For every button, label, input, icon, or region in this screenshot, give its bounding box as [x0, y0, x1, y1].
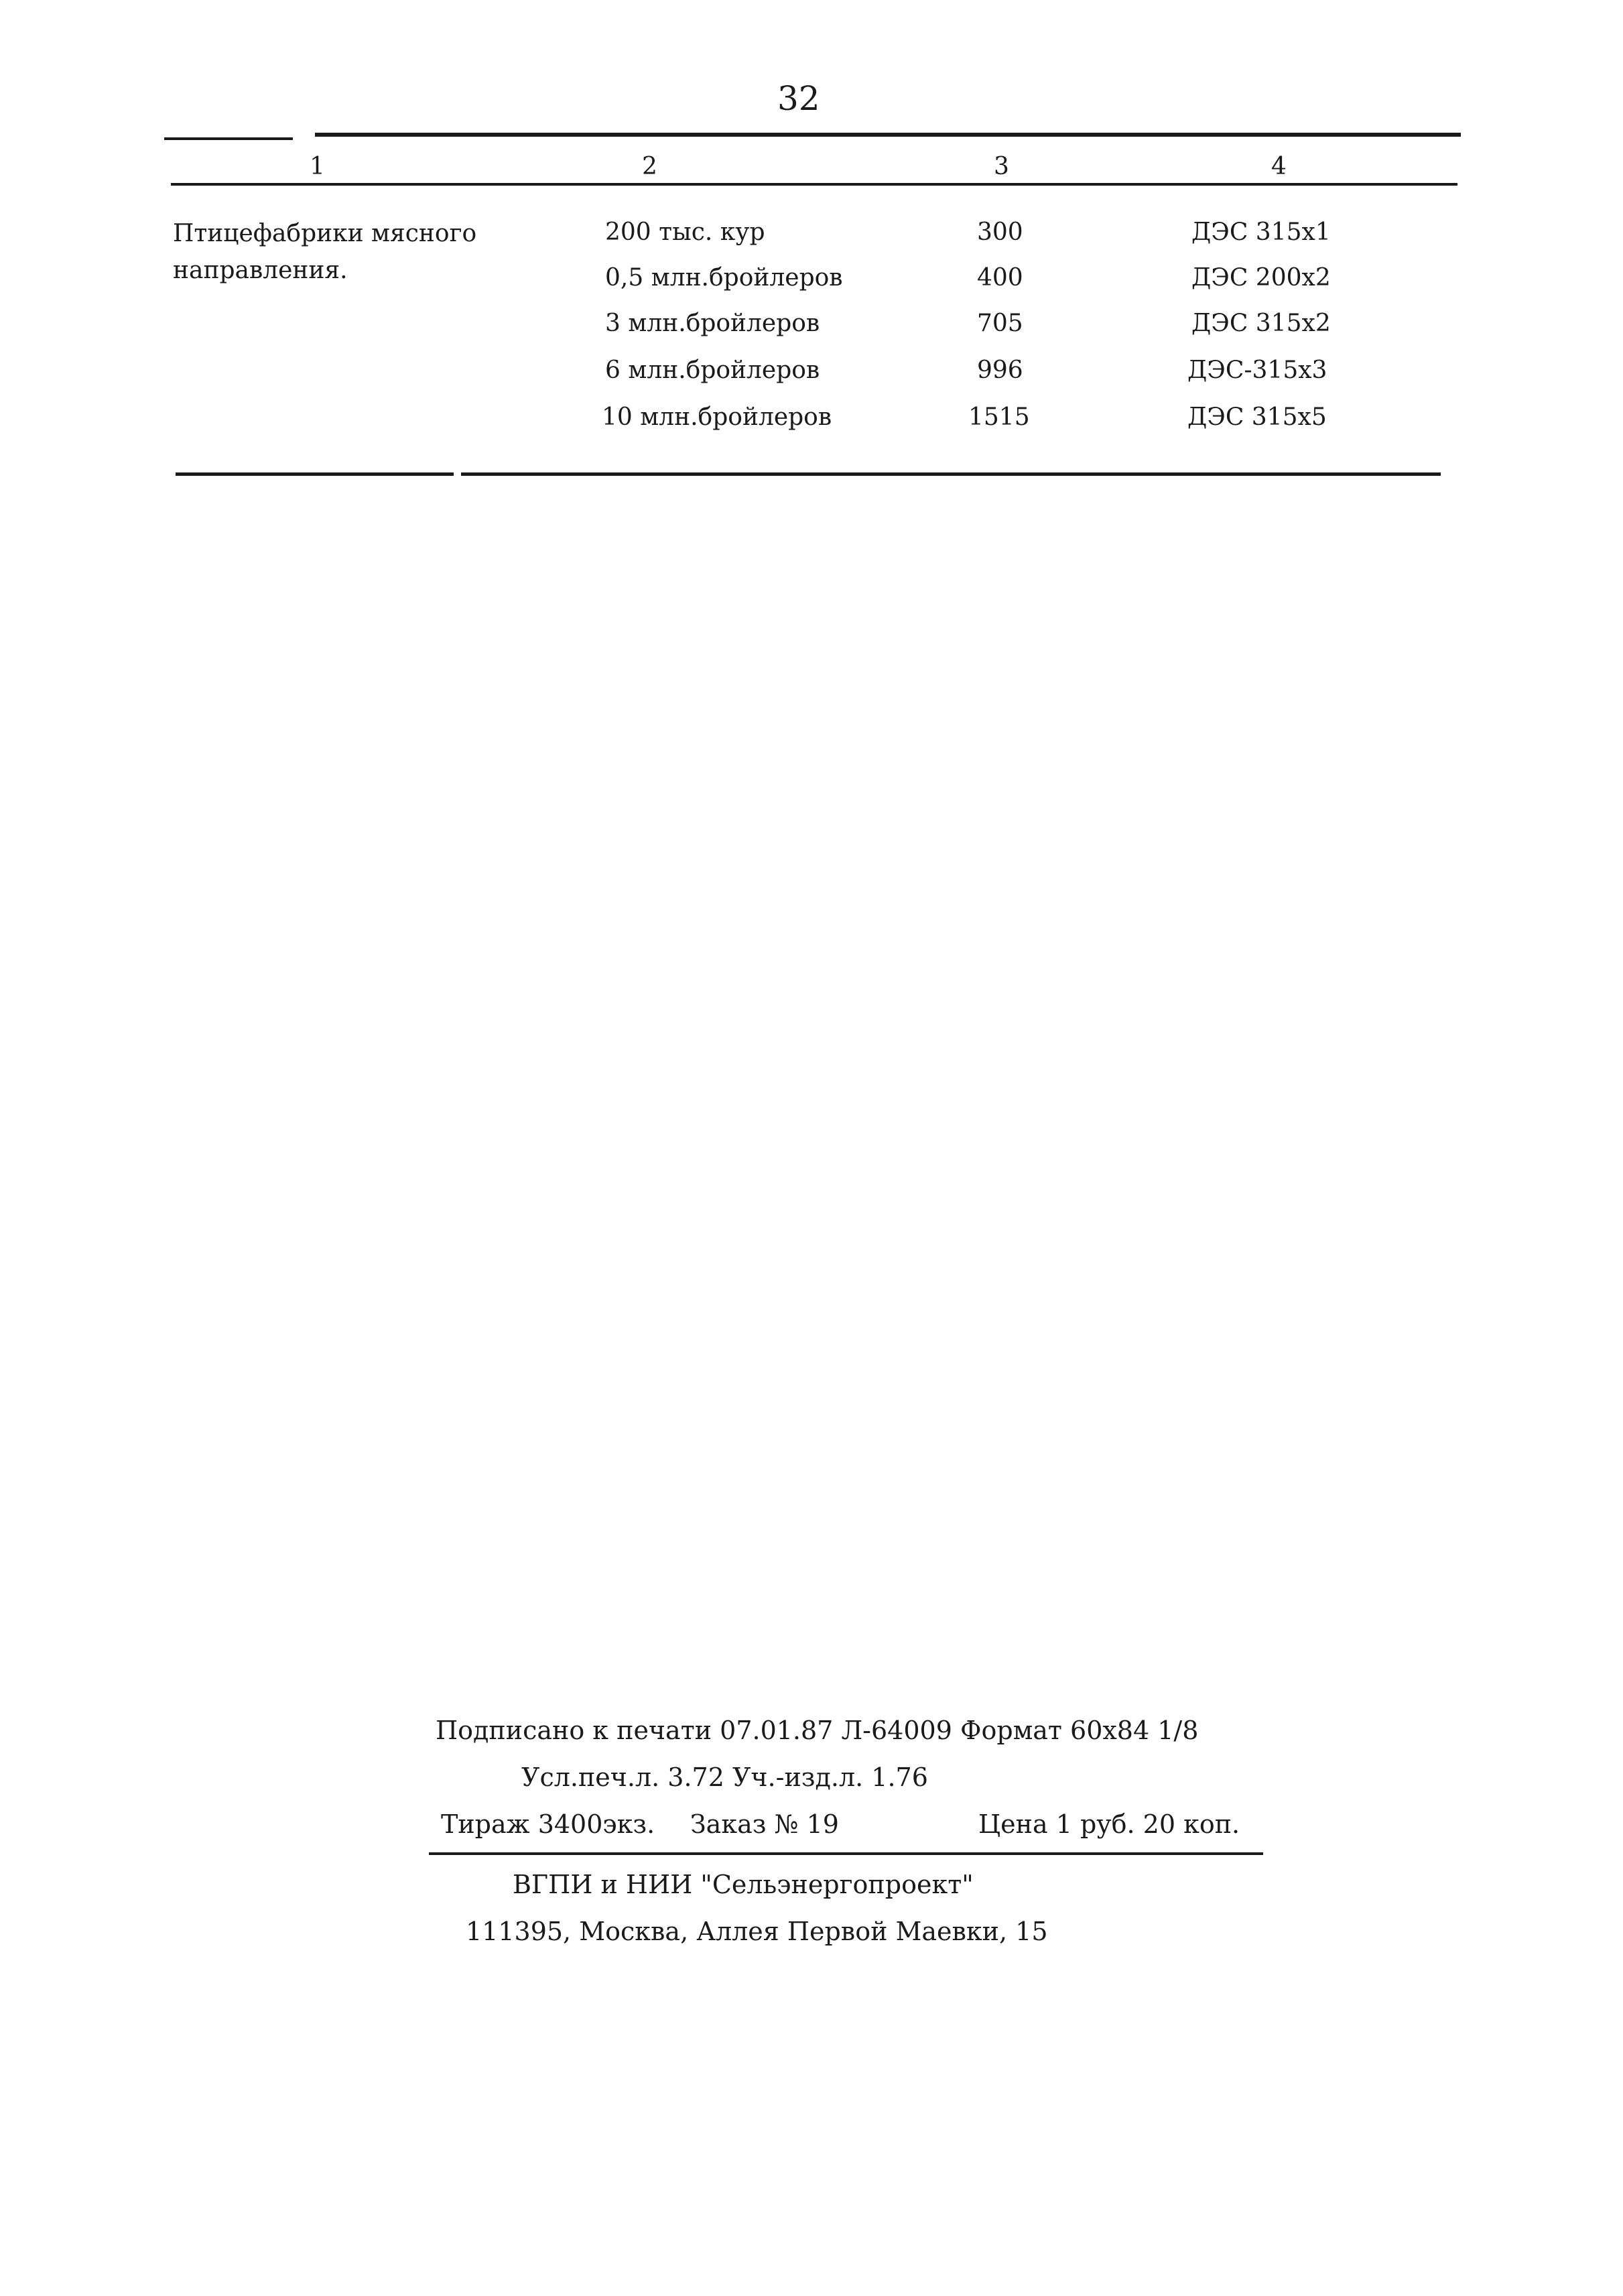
- bottom-rule-left: [176, 472, 454, 476]
- column-header-2: 2: [642, 153, 657, 180]
- bottom-rule-right: [461, 472, 1441, 476]
- row-2-value: 400: [977, 264, 1023, 292]
- imprint-print-run: Тираж 3400экз.: [441, 1809, 655, 1839]
- imprint-sheets: Усл.печ.л. 3.72 Уч.-изд.л. 1.76: [521, 1763, 928, 1792]
- page-number: 32: [777, 79, 820, 118]
- row-5-value: 1515: [968, 403, 1030, 431]
- row-1-equipment: ДЭС 315х1: [1191, 218, 1331, 246]
- imprint-publisher: ВГПИ и НИИ "Сельэнергопроект": [513, 1870, 974, 1899]
- row-5-equipment: ДЭС 315х5: [1187, 403, 1327, 431]
- column-header-1: 1: [310, 153, 325, 180]
- imprint-order: Заказ № 19: [690, 1809, 839, 1839]
- category-line-2: направления.: [173, 257, 348, 284]
- column-header-3: 3: [994, 153, 1009, 180]
- row-4-value: 996: [977, 357, 1023, 384]
- column-header-4: 4: [1271, 153, 1287, 180]
- row-4-equipment: ДЭС-315х3: [1187, 357, 1327, 384]
- row-3-capacity: 3 млн.бройлеров: [605, 310, 820, 337]
- row-3-value: 705: [977, 310, 1023, 337]
- row-1-capacity: 200 тыс. кур: [605, 218, 765, 246]
- top-rule-left: [164, 137, 293, 140]
- header-rule: [171, 183, 1457, 186]
- imprint-signed: Подписано к печати 07.01.87 Л-64009 Формат 60х84 1/8: [436, 1716, 1199, 1745]
- imprint-price: Цена 1 руб. 20 коп.: [978, 1809, 1240, 1839]
- row-2-equipment: ДЭС 200х2: [1191, 264, 1331, 292]
- top-rule-right: [315, 133, 1461, 137]
- row-5-capacity: 10 млн.бройлеров: [602, 403, 832, 431]
- row-3-equipment: ДЭС 315х2: [1191, 310, 1331, 337]
- category-line-1: Птицефабрики мясного: [173, 220, 477, 247]
- imprint-rule: [429, 1852, 1263, 1855]
- row-4-capacity: 6 млн.бройлеров: [605, 357, 820, 384]
- row-2-capacity: 0,5 млн.бройлеров: [605, 264, 843, 292]
- row-1-value: 300: [977, 218, 1023, 246]
- imprint-address: 111395, Москва, Аллея Первой Маевки, 15: [466, 1917, 1048, 1946]
